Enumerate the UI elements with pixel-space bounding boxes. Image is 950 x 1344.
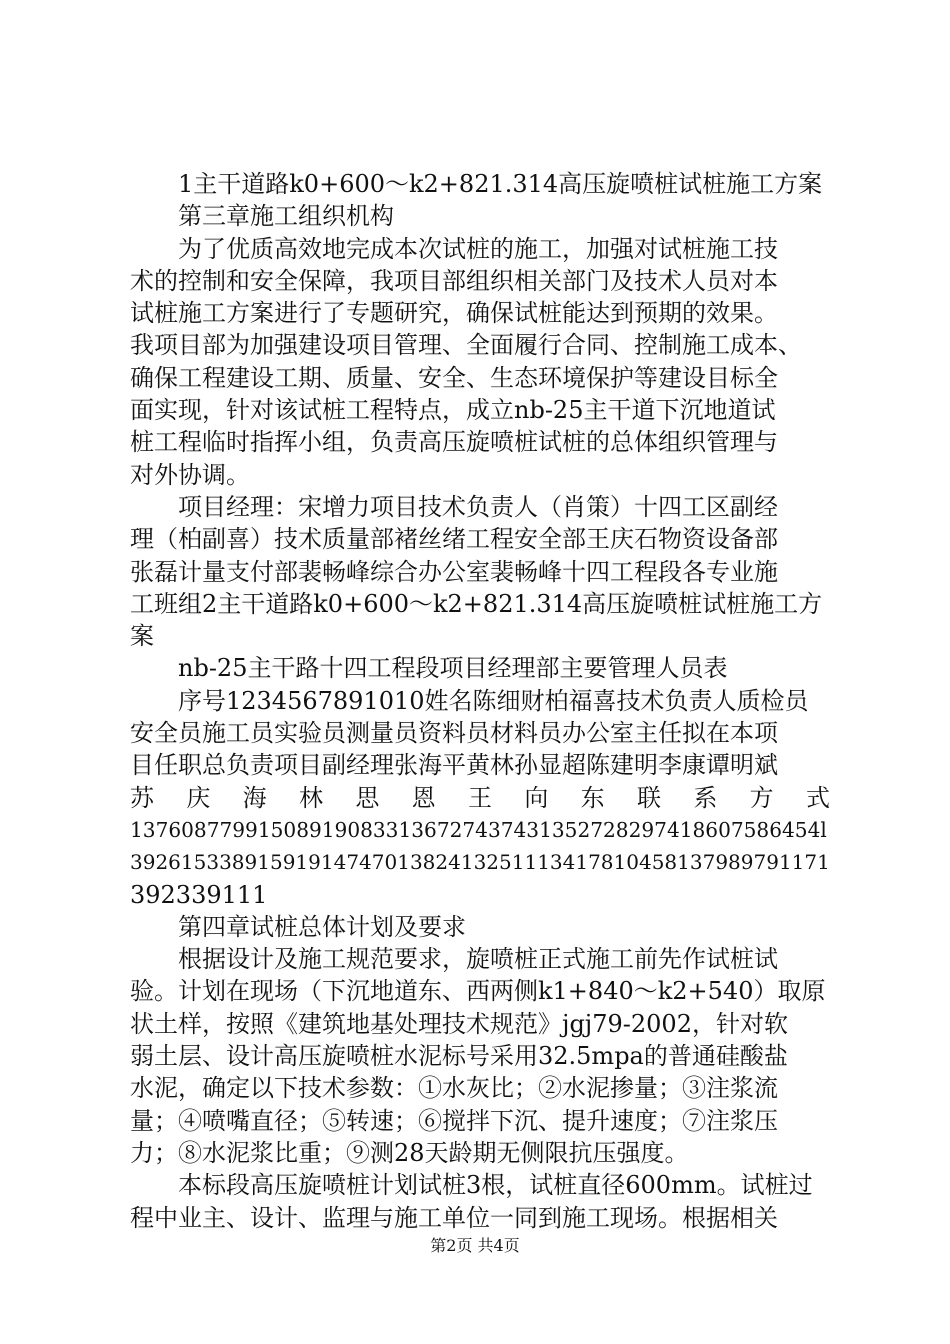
text-line: 桩工程临时指挥小组，负责高压旋喷桩试桩的总体组织管理与	[130, 428, 778, 457]
text-line: 量；④喷嘴直径；⑤转速；⑥搅拌下沉、提升速度；⑦注浆压	[130, 1106, 778, 1135]
text-line: 1主干道路k0+600～k2+821.314高压旋喷桩试桩施工方案	[178, 170, 823, 198]
text-line: 程中业主、设计、监理与施工单位一同到施工现场。根据相关	[130, 1203, 778, 1232]
text-line: nb-25主干路十四工程段项目经理部主要管理人员表	[178, 654, 728, 683]
text-line: 苏庆海林思恩王向东联系方式	[130, 783, 830, 812]
document-body	[130, 168, 830, 1234]
text-line: 第三章施工组织机构	[178, 202, 394, 231]
page-footer: 第2页 共4页	[430, 1236, 520, 1255]
text-line: 验。计划在现场（下沉地道东、西两侧k1+840～k2+540）取原	[130, 977, 826, 1006]
text-line: 我项目部为加强建设项目管理、全面履行合同、控制施工成本、	[130, 331, 802, 360]
text-line: 安全员施工员实验员测量员资料员材料员办公室主任拟在本项	[130, 719, 778, 748]
text-line: 3926153389159191474701382413251113417810458137989791171	[130, 850, 830, 875]
text-line: 试桩施工方案进行了专题研究，确保试桩能达到预期的效果。	[130, 299, 778, 328]
text-line: 392339111	[130, 880, 268, 909]
text-line: 对外协调。	[130, 460, 250, 489]
text-line: 137608779915089190833136727437431352728297418607586454l	[130, 817, 827, 842]
text-line: 张磊计量支付部裴畅峰综合办公室裴畅峰十四工程段各专业施	[130, 557, 778, 586]
text-line: 目任职总负责项目副经理张海平黄林孙显超陈建明李康谭明斌	[130, 751, 778, 780]
text-line: 根据设计及施工规范要求，旋喷桩正式施工前先作试桩试	[178, 945, 778, 974]
text-line: 序号1234567891010姓名陈细财柏福喜技术负责人质检员	[178, 686, 809, 715]
text-line: 为了优质高效地完成本次试桩的施工，加强对试桩施工技	[178, 234, 778, 263]
text-line: 力；⑧水泥浆比重；⑨测28天龄期无侧限抗压强度。	[130, 1138, 689, 1167]
text-line: 案	[130, 622, 154, 651]
text-line: 第四章试桩总体计划及要求	[178, 912, 466, 941]
text-line: 项目经理：宋增力项目技术负责人（肖策）十四工区副经	[178, 492, 778, 521]
text-line: 状土样，按照《建筑地基处理技术规范》jgj79-2002，针对软	[130, 1009, 788, 1038]
text-line: 面实现，针对该试桩工程特点，成立nb-25主干道下沉地道试	[130, 396, 776, 425]
text-line: 工班组2主干道路k0+600～k2+821.314高压旋喷桩试桩施工方	[130, 589, 823, 618]
text-line: 确保工程建设工期、质量、安全、生态环境保护等建设目标全	[130, 363, 778, 392]
text-line: 术的控制和安全保障，我项目部组织相关部门及技术人员对本	[130, 266, 778, 295]
text-line: 理（柏副喜）技术质量部褚丝绪工程安全部王庆石物资设备部	[130, 525, 778, 554]
text-line: 弱土层、设计高压旋喷桩水泥标号采用32.5mpa的普通硅酸盐	[130, 1042, 788, 1071]
text-line: 本标段高压旋喷桩计划试桩3根，试桩直径600mm。试桩过	[178, 1171, 813, 1200]
text-line: 水泥，确定以下技术参数：①水灰比；②水泥掺量；③注浆流	[130, 1074, 778, 1103]
